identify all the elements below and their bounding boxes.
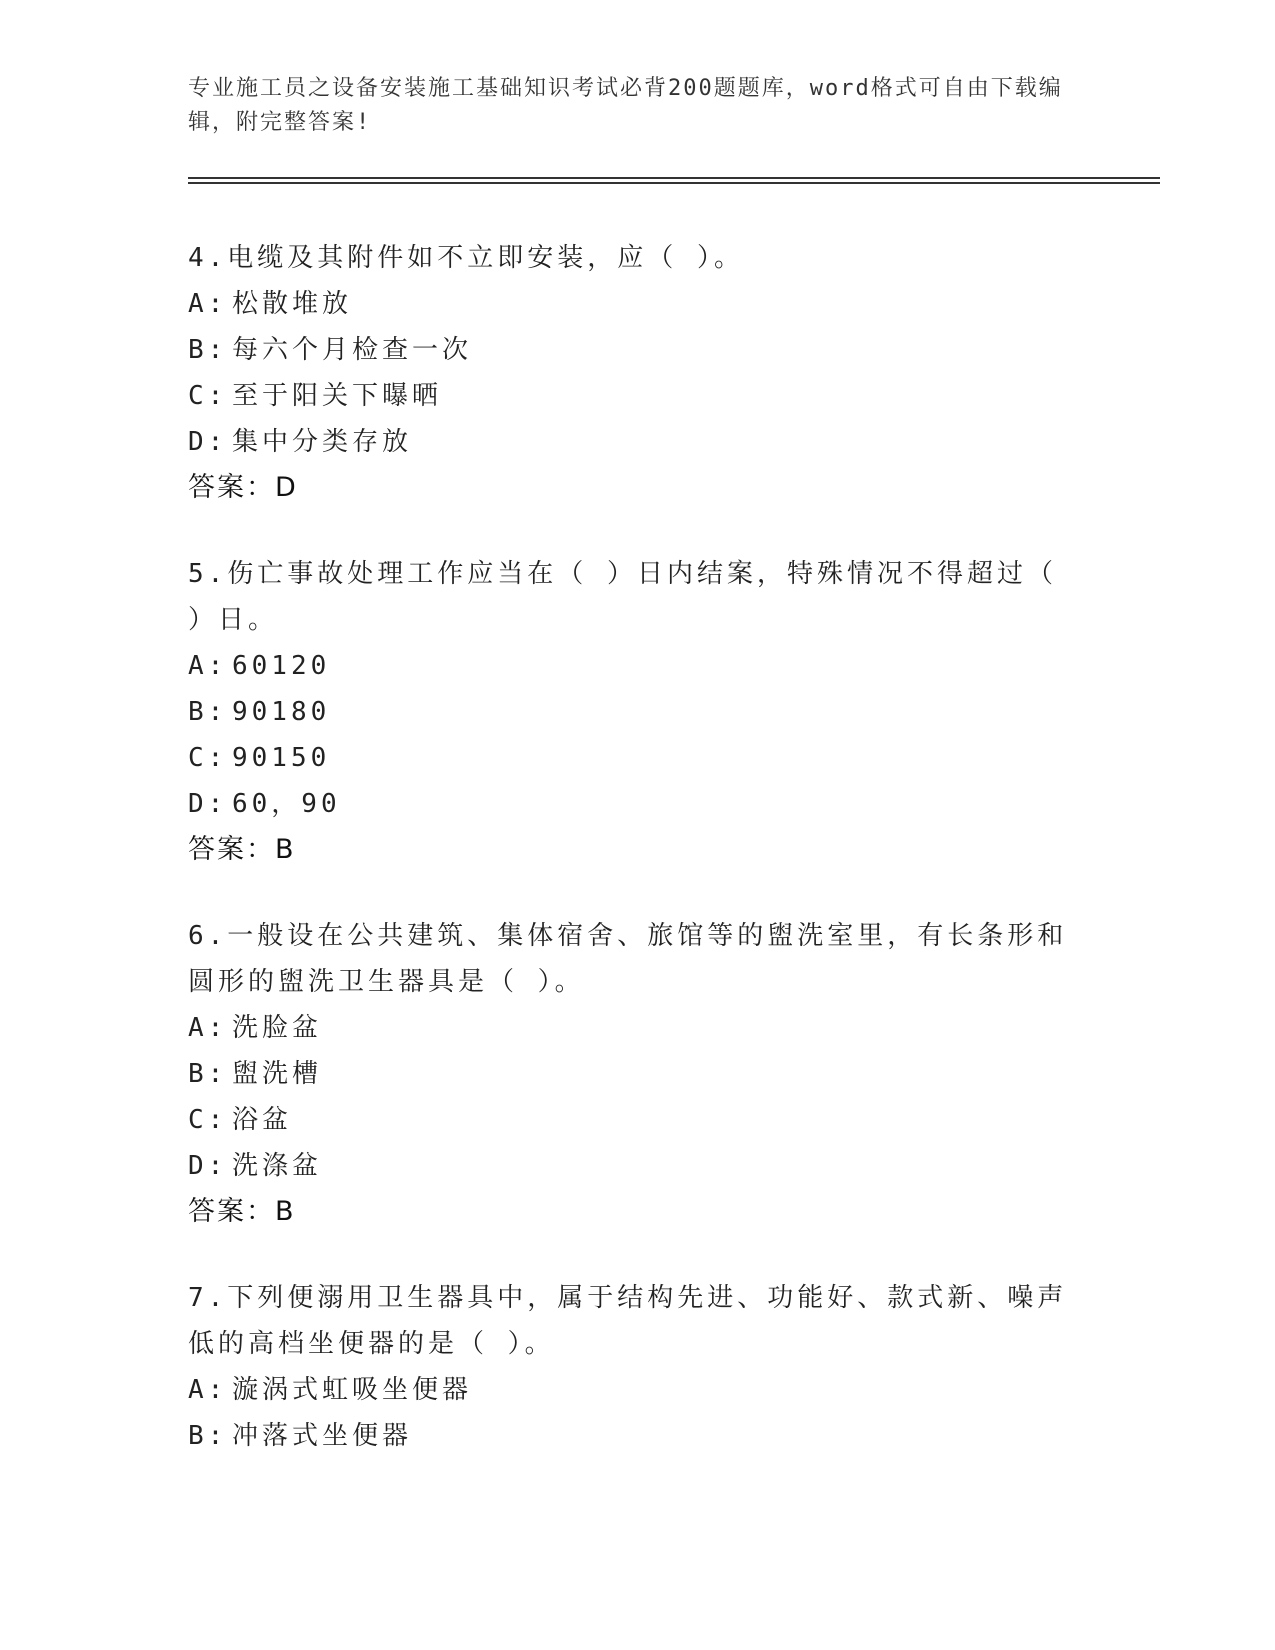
option-text: 松散堆放 (232, 289, 353, 319)
option-b (188, 1051, 1078, 1097)
option-text: 洗脸盆 (232, 1013, 323, 1043)
header-rule-top (188, 177, 1160, 179)
option-text: 至于阳关下曝晒 (232, 381, 443, 411)
question-stem: 6.一般设在公共建筑、集体宿舍、旅馆等的盥洗室里，有长条形和圆形的盥洗卫生器具是（ ）。 (188, 921, 1068, 997)
option-d (188, 419, 1078, 465)
question-4 (188, 235, 1078, 511)
option-letter: B: (188, 697, 228, 727)
option-a (188, 281, 1078, 327)
option-text: 洗涤盆 (232, 1151, 323, 1181)
option-b (188, 689, 1078, 735)
option-d (188, 1143, 1078, 1189)
option-text: 盥洗槽 (232, 1059, 323, 1089)
option-b (188, 1413, 1078, 1459)
option-a (188, 1367, 1078, 1413)
option-text: 90180 (232, 697, 331, 727)
question-list (188, 235, 1078, 1499)
option-letter: A: (188, 1375, 228, 1405)
question-stem: 7.下列便溺用卫生器具中，属于结构先进、功能好、款式新、噪声低的高档坐便器的是（ ）。 (188, 1283, 1068, 1359)
option-text: 冲落式坐便器 (232, 1421, 413, 1451)
option-letter: C: (188, 743, 228, 773)
option-letter: A: (188, 1013, 228, 1043)
question-5 (188, 551, 1078, 873)
option-text: 浴盆 (232, 1105, 293, 1135)
option-letter: B: (188, 1421, 228, 1451)
header-rule-bottom (188, 182, 1160, 184)
option-b (188, 327, 1078, 373)
option-c (188, 735, 1078, 781)
answer-line: 答案：D (188, 472, 298, 503)
answer-line: 答案：B (188, 1196, 296, 1227)
option-text: 集中分类存放 (232, 427, 413, 457)
option-c (188, 1097, 1078, 1143)
option-letter: C: (188, 1105, 228, 1135)
question-6 (188, 913, 1078, 1235)
option-text: 90150 (232, 743, 331, 773)
answer-line: 答案：B (188, 834, 296, 865)
option-a (188, 1005, 1078, 1051)
document-title: 专业施工员之设备安装施工基础知识考试必背200题题库，word格式可自由下载编辑，附完整答案! (188, 76, 1063, 135)
option-letter: D: (188, 1151, 228, 1181)
question-stem: 5.伤亡事故处理工作应当在（ ）日内结案，特殊情况不得超过（ ）日。 (188, 559, 1057, 635)
option-letter: D: (188, 427, 228, 457)
option-text: 60120 (232, 651, 331, 681)
option-text: 每六个月检查一次 (232, 335, 473, 365)
option-a (188, 643, 1078, 689)
option-text: 60，90 (232, 789, 341, 819)
option-letter: A: (188, 289, 228, 319)
option-letter: B: (188, 1059, 228, 1089)
option-text: 漩涡式虹吸坐便器 (232, 1375, 473, 1405)
option-letter: D: (188, 789, 228, 819)
option-c (188, 373, 1078, 419)
option-letter: B: (188, 335, 228, 365)
question-7 (188, 1275, 1078, 1459)
option-letter: C: (188, 381, 228, 411)
option-letter: A: (188, 651, 228, 681)
option-d (188, 781, 1078, 827)
question-stem: 4.电缆及其附件如不立即安装，应（ ）。 (188, 243, 744, 273)
